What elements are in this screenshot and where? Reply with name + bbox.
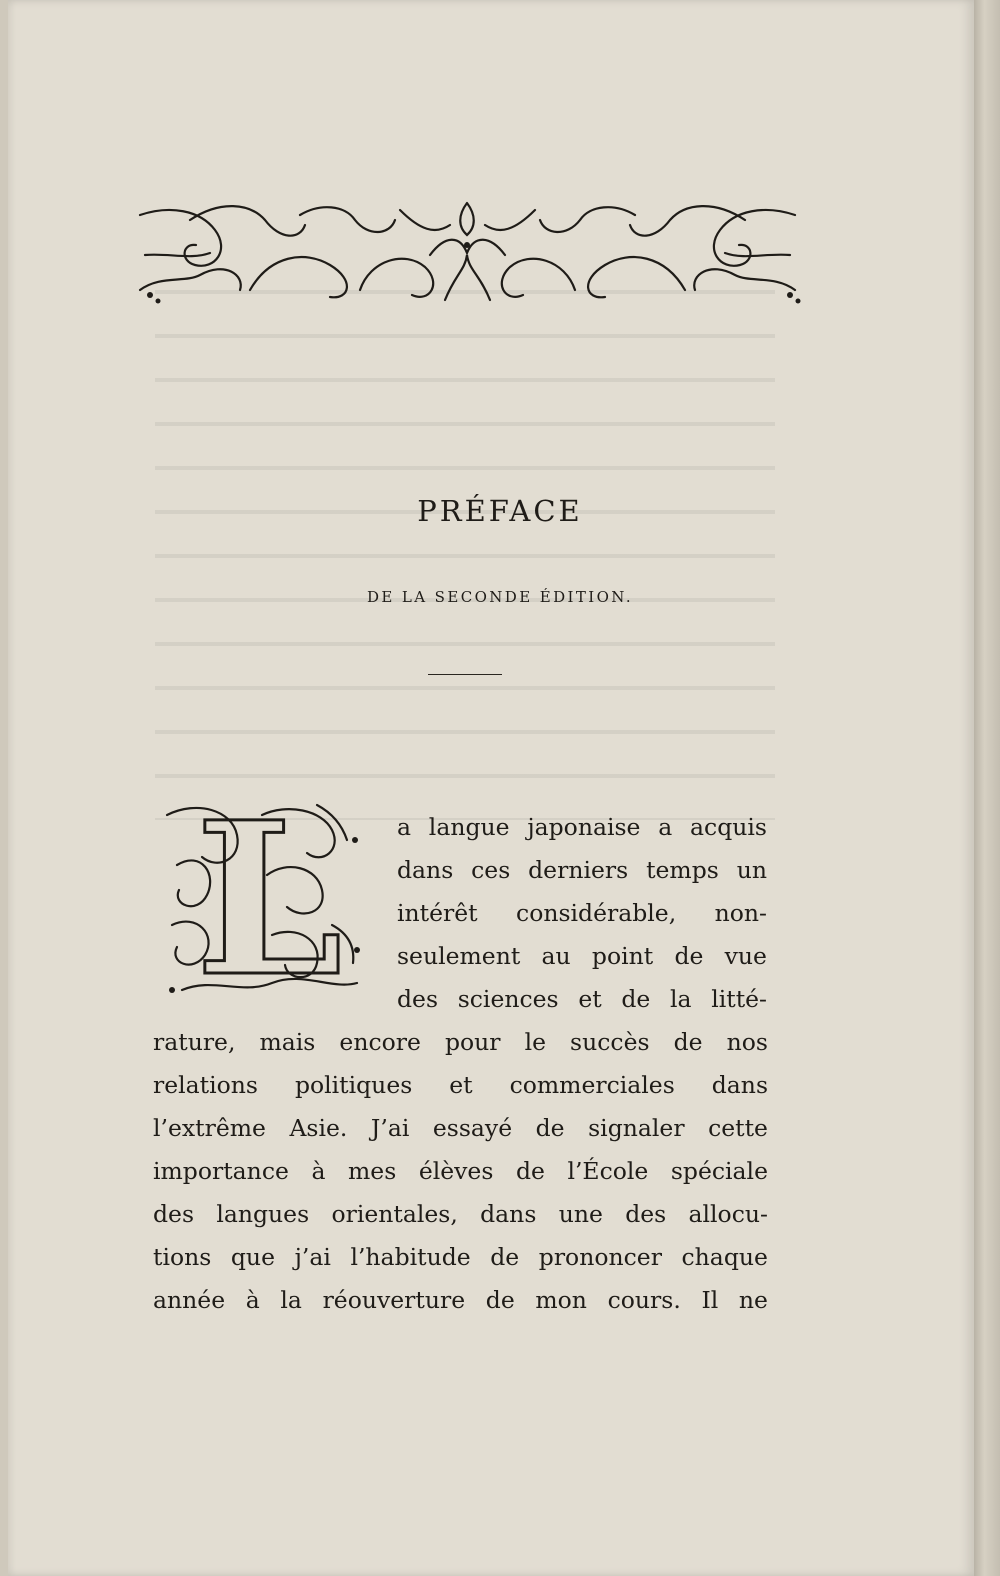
text-line: a langue japonaise a acquis bbox=[397, 813, 767, 841]
text-line: des sciences et de la litté- bbox=[397, 985, 767, 1013]
page-subtitle: DE LA SECONDE ÉDITION. bbox=[366, 588, 634, 606]
text-line: seulement au point de vue bbox=[397, 942, 767, 970]
text-line: année à la réouverture de mon cours. Il ne bbox=[153, 1286, 768, 1314]
drop-cap-paragraph-lines bbox=[397, 806, 767, 1021]
ornamental-drop-cap bbox=[157, 795, 365, 1005]
text-line: importance à mes élèves de l’École spéciale bbox=[153, 1157, 768, 1185]
show-through-text bbox=[155, 290, 775, 820]
text-line: tions que j’ai l’habitude de prononcer chaque bbox=[153, 1243, 768, 1271]
page-title: PRÉFACE bbox=[417, 494, 583, 528]
page-edge bbox=[974, 0, 1000, 1576]
text-line: rature, mais encore pour le succès de nos bbox=[153, 1028, 768, 1056]
body-paragraph-lines bbox=[153, 1021, 768, 1322]
text-line: dans ces derniers temps un bbox=[397, 856, 767, 884]
text-line: intérêt considérable, non- bbox=[397, 899, 767, 927]
text-line: l’extrême Asie. J’ai essayé de signaler cette bbox=[153, 1114, 768, 1142]
text-line: des langues orientales, dans une des allocu- bbox=[153, 1200, 768, 1228]
text-line: relations politiques et commerciales dans bbox=[153, 1071, 768, 1099]
ornamental-headpiece bbox=[130, 195, 805, 310]
drop-cap-letter: L bbox=[195, 795, 343, 1005]
divider-rule bbox=[428, 674, 502, 675]
